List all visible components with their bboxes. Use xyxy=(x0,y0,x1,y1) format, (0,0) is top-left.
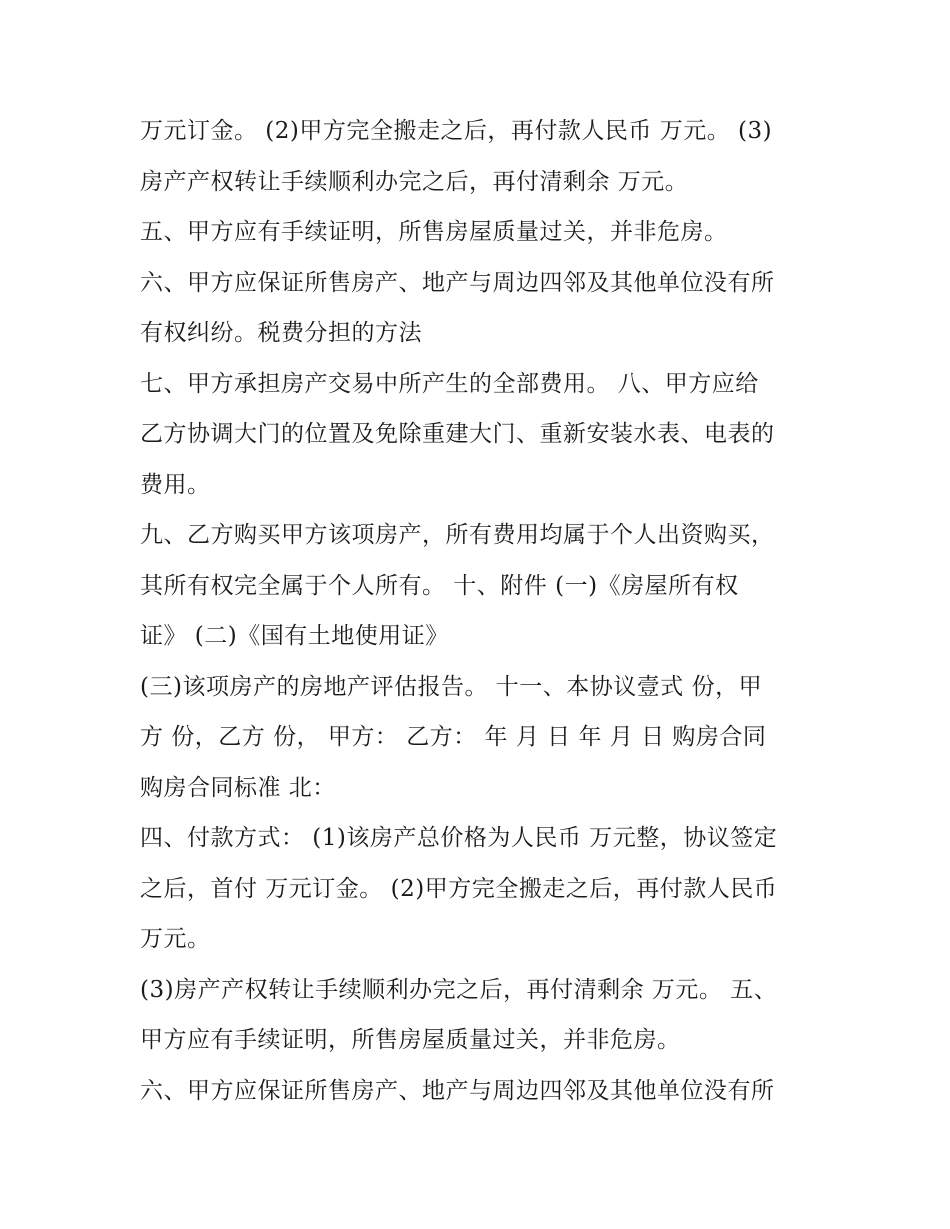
text-line: 有权纠纷。税费分担的方法 xyxy=(140,320,422,346)
text-line: 六、甲方应保证所售房产、地产与周边四邻及其他单位没有所 xyxy=(140,269,775,296)
text-line: 五、甲方应有手续证明，所售房屋质量过关，并非危房。 xyxy=(140,219,728,245)
text-line: 之后，首付 万元订金。 (2)甲方完全搬走之后，再付款人民币 xyxy=(140,875,778,902)
text-line: 七、甲方承担房产交易中所产生的全部费用。 八、甲方应给 xyxy=(140,370,759,397)
text-line: 乙方协调大门的位置及免除重建大门、重新安装水表、电表的 xyxy=(140,421,775,447)
text-line: 万元订金。 (2)甲方完全搬走之后，再付款人民币 万元。 (3) xyxy=(140,118,773,144)
text-line: 证》 (二)《国有土地使用证》 xyxy=(140,623,449,649)
text-line: 四、付款方式： (1)该房产总价格为人民币 万元整，协议签定 xyxy=(140,825,778,851)
text-line: 九、乙方购买甲方该项房产，所有费用均属于个人出资购买， xyxy=(140,522,775,548)
text-line: (3)房产产权转让手续顺利办完之后，再付清剩余 万元。 五、 xyxy=(140,976,778,1003)
text-line: 甲方应有手续证明，所售房屋质量过关，并非危房。 xyxy=(140,1027,681,1053)
contract-body-text xyxy=(140,106,830,1116)
text-line: 万元。 xyxy=(140,926,211,952)
text-line: (三)该项房产的房地产评估报告。 十一、本协议壹式 份，甲 xyxy=(140,673,763,700)
text-line: 六、甲方应保证所售房产、地产与周边四邻及其他单位没有所 xyxy=(140,1077,775,1104)
text-line: 费用。 xyxy=(140,471,211,498)
text-line: 其所有权完全属于个人所有。 十、附件 (一)《房屋所有权 xyxy=(140,572,739,599)
text-line: 房产产权转让手续顺利办完之后，再付清剩余 万元。 xyxy=(140,168,689,195)
text-line: 购房合同标准 北： xyxy=(140,774,336,801)
text-line: 方 份，乙方 份， 甲方： 乙方： 年 月 日 年 月 日 购房合同 xyxy=(140,724,767,750)
